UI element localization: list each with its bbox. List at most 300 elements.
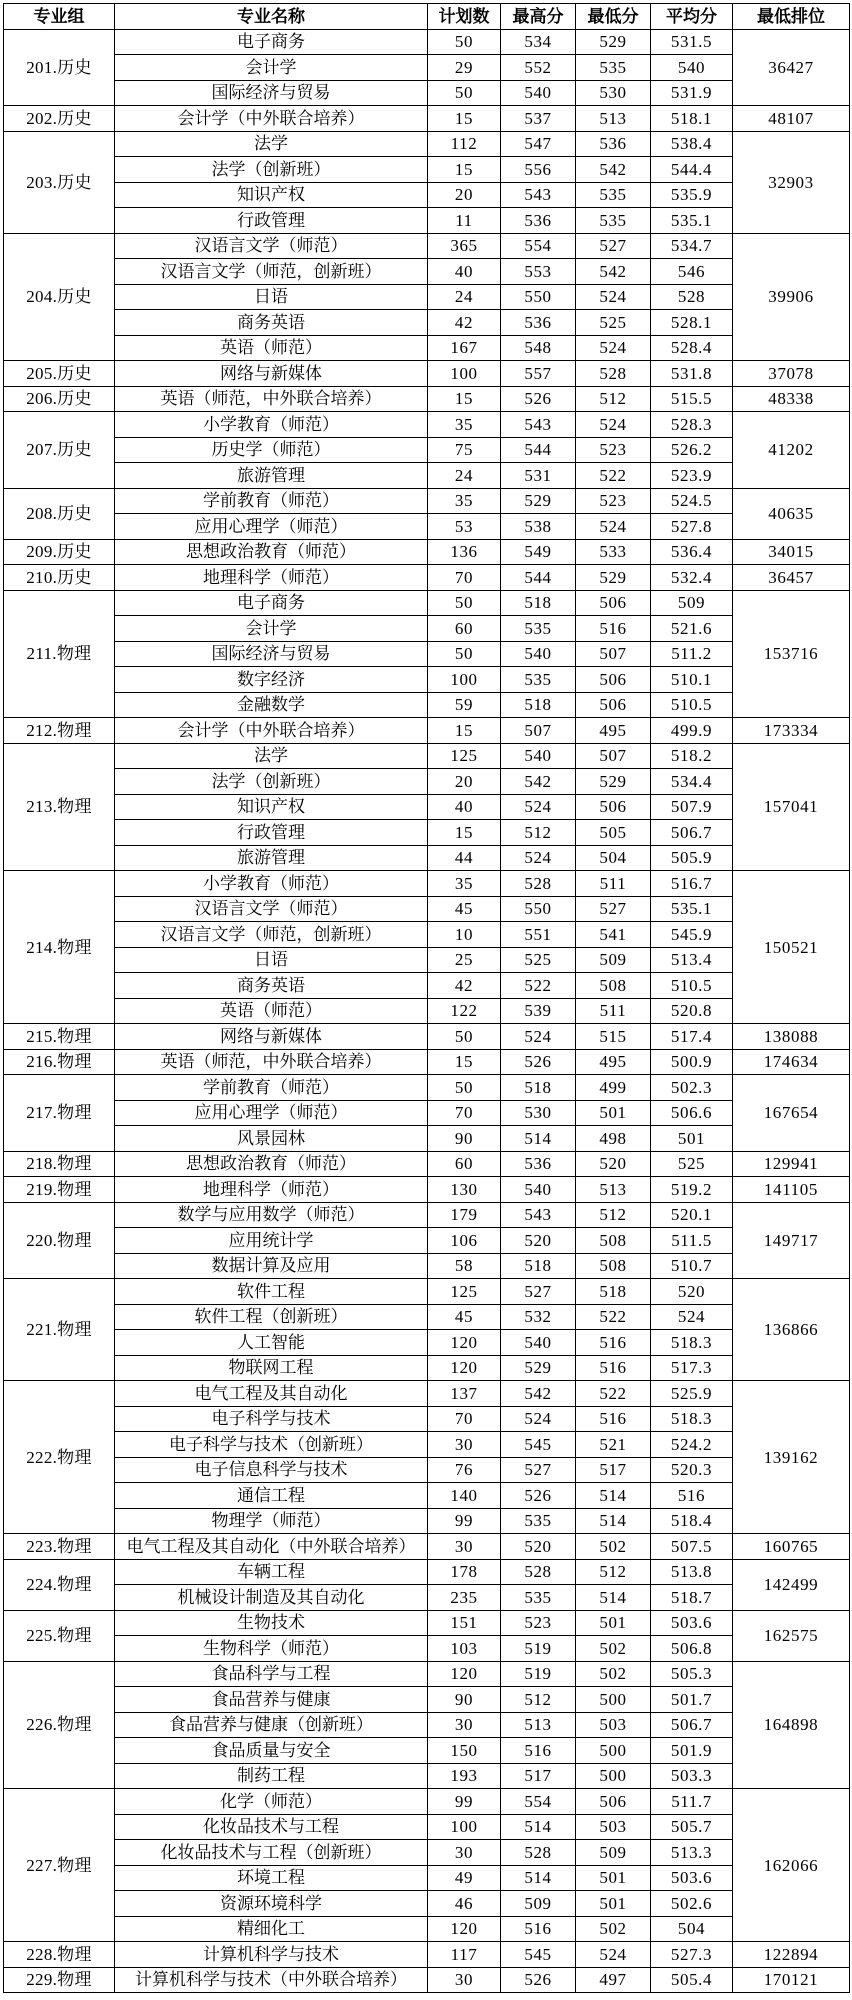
- major-name-cell: 会计学（中外联合培养）: [115, 718, 428, 744]
- avg-score-cell: 532.4: [651, 565, 733, 591]
- table-row: [4, 1840, 850, 1866]
- major-group-cell: 206.历史: [4, 386, 115, 412]
- max-score-cell: 551: [501, 922, 576, 948]
- plan-count-cell: 35: [428, 412, 501, 438]
- min-score-cell: 533: [576, 539, 651, 565]
- min-score-cell: 509: [576, 947, 651, 973]
- table-row: [4, 1202, 850, 1228]
- avg-score-cell: 518.3: [651, 1406, 733, 1432]
- min-score-cell: 541: [576, 922, 651, 948]
- avg-score-cell: 509: [651, 590, 733, 616]
- min-score-cell: 542: [576, 259, 651, 285]
- min-rank-cell: 41202: [733, 412, 850, 489]
- max-score-cell: 545: [501, 1942, 576, 1968]
- table-header: [4, 4, 850, 30]
- table-row: [4, 590, 850, 616]
- max-score-cell: 518: [501, 1075, 576, 1101]
- min-score-cell: 499: [576, 1075, 651, 1101]
- table-row: [4, 539, 850, 565]
- min-rank-cell: 153716: [733, 590, 850, 718]
- max-score-cell: 517: [501, 1763, 576, 1789]
- major-name-cell: 旅游管理: [115, 463, 428, 489]
- major-name-cell: 数学与应用数学（师范）: [115, 1202, 428, 1228]
- min-rank-cell: 174634: [733, 1049, 850, 1075]
- min-score-cell: 501: [576, 1610, 651, 1636]
- min-rank-cell: 164898: [733, 1661, 850, 1789]
- avg-score-cell: 531.8: [651, 361, 733, 387]
- plan-count-cell: 58: [428, 1253, 501, 1279]
- max-score-cell: 524: [501, 845, 576, 871]
- avg-score-cell: 505.9: [651, 845, 733, 871]
- avg-score-cell: 511.7: [651, 1789, 733, 1815]
- avg-score-cell: 528.3: [651, 412, 733, 438]
- table-row: [4, 106, 850, 132]
- avg-score-cell: 520.3: [651, 1457, 733, 1483]
- plan-count-cell: 235: [428, 1585, 501, 1611]
- max-score-cell: 543: [501, 182, 576, 208]
- avg-score-cell: 531.5: [651, 29, 733, 55]
- min-rank-cell: 149717: [733, 1202, 850, 1279]
- min-score-cell: 527: [576, 233, 651, 259]
- table-row: [4, 1432, 850, 1458]
- table-row: [4, 1610, 850, 1636]
- avg-score-cell: 505.3: [651, 1661, 733, 1687]
- min-score-cell: 516: [576, 1355, 651, 1381]
- min-score-cell: 503: [576, 1814, 651, 1840]
- max-score-cell: 553: [501, 259, 576, 285]
- table-row: [4, 437, 850, 463]
- table-row: [4, 1763, 850, 1789]
- table-row: [4, 514, 850, 540]
- major-group-cell: 202.历史: [4, 106, 115, 132]
- avg-score-cell: 531.9: [651, 80, 733, 106]
- min-score-cell: 514: [576, 1483, 651, 1509]
- table-row: [4, 1330, 850, 1356]
- min-score-cell: 503: [576, 1712, 651, 1738]
- major-group-cell: 213.物理: [4, 743, 115, 871]
- max-score-cell: 537: [501, 106, 576, 132]
- min-rank-cell: 36457: [733, 565, 850, 591]
- major-group-cell: 214.物理: [4, 871, 115, 1024]
- major-group-cell: 229.物理: [4, 1967, 115, 1993]
- avg-score-cell: 510.7: [651, 1253, 733, 1279]
- major-name-cell: 生物科学（师范）: [115, 1636, 428, 1662]
- table-row: [4, 259, 850, 285]
- min-score-cell: 516: [576, 616, 651, 642]
- major-group-cell: 223.物理: [4, 1534, 115, 1560]
- major-name-cell: 网络与新媒体: [115, 1024, 428, 1050]
- max-score-cell: 556: [501, 157, 576, 183]
- major-name-cell: 应用心理学（师范）: [115, 1100, 428, 1126]
- min-rank-cell: 157041: [733, 743, 850, 871]
- avg-score-cell: 510.5: [651, 692, 733, 718]
- avg-score-cell: 505.7: [651, 1814, 733, 1840]
- min-score-cell: 501: [576, 1865, 651, 1891]
- min-score-cell: 517: [576, 1457, 651, 1483]
- major-name-cell: 知识产权: [115, 794, 428, 820]
- table-row: [4, 769, 850, 795]
- avg-score-cell: 515.5: [651, 386, 733, 412]
- min-rank-cell: 40635: [733, 488, 850, 539]
- min-score-cell: 497: [576, 1967, 651, 1993]
- major-group-cell: 221.物理: [4, 1279, 115, 1381]
- min-rank-cell: 162066: [733, 1789, 850, 1942]
- max-score-cell: 539: [501, 998, 576, 1024]
- min-score-cell: 502: [576, 1636, 651, 1662]
- avg-score-cell: 499.9: [651, 718, 733, 744]
- plan-count-cell: 15: [428, 1049, 501, 1075]
- major-name-cell: 英语（师范，中外联合培养）: [115, 386, 428, 412]
- max-score-cell: 543: [501, 1202, 576, 1228]
- max-score-cell: 536: [501, 1151, 576, 1177]
- max-score-cell: 557: [501, 361, 576, 387]
- min-score-cell: 508: [576, 1228, 651, 1254]
- min-score-cell: 506: [576, 590, 651, 616]
- avg-score-cell: 517.3: [651, 1355, 733, 1381]
- table-row: [4, 641, 850, 667]
- table-row: [4, 1789, 850, 1815]
- major-name-cell: 会计学: [115, 616, 428, 642]
- major-group-cell: 226.物理: [4, 1661, 115, 1789]
- major-name-cell: 国际经济与贸易: [115, 80, 428, 106]
- plan-count-cell: 100: [428, 1814, 501, 1840]
- major-name-cell: 日语: [115, 947, 428, 973]
- max-score-cell: 512: [501, 820, 576, 846]
- major-name-cell: 法学（创新班）: [115, 157, 428, 183]
- min-score-cell: 502: [576, 1534, 651, 1560]
- plan-count-cell: 99: [428, 1508, 501, 1534]
- min-score-cell: 507: [576, 641, 651, 667]
- plan-count-cell: 44: [428, 845, 501, 871]
- min-score-cell: 524: [576, 1942, 651, 1968]
- major-name-cell: 电子信息科学与技术: [115, 1457, 428, 1483]
- plan-count-cell: 15: [428, 718, 501, 744]
- min-rank-cell: 136866: [733, 1279, 850, 1381]
- plan-count-cell: 30: [428, 1432, 501, 1458]
- avg-score-cell: 517.4: [651, 1024, 733, 1050]
- table-row: [4, 310, 850, 336]
- max-score-cell: 536: [501, 310, 576, 336]
- table-row: [4, 1967, 850, 1993]
- max-score-cell: 535: [501, 1508, 576, 1534]
- max-score-cell: 534: [501, 29, 576, 55]
- min-score-cell: 520: [576, 1151, 651, 1177]
- min-score-cell: 506: [576, 794, 651, 820]
- major-name-cell: 商务英语: [115, 310, 428, 336]
- major-name-cell: 机械设计制造及其自动化: [115, 1585, 428, 1611]
- plan-count-cell: 29: [428, 55, 501, 81]
- max-score-cell: 552: [501, 55, 576, 81]
- max-score-cell: 516: [501, 1916, 576, 1942]
- table-row: [4, 794, 850, 820]
- table-body: [4, 29, 850, 1993]
- min-score-cell: 502: [576, 1661, 651, 1687]
- major-name-cell: 风景园林: [115, 1126, 428, 1152]
- max-score-cell: 554: [501, 1789, 576, 1815]
- major-name-cell: 会计学: [115, 55, 428, 81]
- max-score-cell: 516: [501, 1738, 576, 1764]
- table-row: [4, 1865, 850, 1891]
- table-row: [4, 1049, 850, 1075]
- avg-score-cell: 506.6: [651, 1100, 733, 1126]
- table-row: [4, 1738, 850, 1764]
- table-row: [4, 284, 850, 310]
- min-score-cell: 527: [576, 896, 651, 922]
- min-score-cell: 535: [576, 208, 651, 234]
- major-name-cell: 知识产权: [115, 182, 428, 208]
- table-row: [4, 718, 850, 744]
- major-group-cell: 218.物理: [4, 1151, 115, 1177]
- major-name-cell: 小学教育（师范）: [115, 412, 428, 438]
- table-row: [4, 1687, 850, 1713]
- major-name-cell: 数字经济: [115, 667, 428, 693]
- major-name-cell: 法学: [115, 131, 428, 157]
- table-row: [4, 1942, 850, 1968]
- plan-count-cell: 50: [428, 590, 501, 616]
- avg-score-cell: 528.1: [651, 310, 733, 336]
- table-row: [4, 1483, 850, 1509]
- avg-score-cell: 540: [651, 55, 733, 81]
- plan-count-cell: 60: [428, 616, 501, 642]
- table-row: [4, 1075, 850, 1101]
- plan-count-cell: 136: [428, 539, 501, 565]
- max-score-cell: 525: [501, 947, 576, 973]
- avg-score-cell: 545.9: [651, 922, 733, 948]
- plan-count-cell: 140: [428, 1483, 501, 1509]
- min-score-cell: 525: [576, 310, 651, 336]
- plan-count-cell: 50: [428, 80, 501, 106]
- table-row: [4, 80, 850, 106]
- min-score-cell: 500: [576, 1763, 651, 1789]
- max-score-cell: 528: [501, 1840, 576, 1866]
- plan-count-cell: 30: [428, 1712, 501, 1738]
- plan-count-cell: 100: [428, 667, 501, 693]
- major-name-cell: 软件工程: [115, 1279, 428, 1305]
- plan-count-cell: 70: [428, 565, 501, 591]
- major-name-cell: 电子科学与技术（创新班）: [115, 1432, 428, 1458]
- avg-score-cell: 502.3: [651, 1075, 733, 1101]
- major-name-cell: 人工智能: [115, 1330, 428, 1356]
- plan-count-cell: 365: [428, 233, 501, 259]
- max-score-cell: 522: [501, 973, 576, 999]
- min-score-cell: 535: [576, 182, 651, 208]
- header-group: 专业组: [4, 4, 115, 30]
- max-score-cell: 509: [501, 1891, 576, 1917]
- major-name-cell: 食品科学与工程: [115, 1661, 428, 1687]
- min-score-cell: 524: [576, 412, 651, 438]
- plan-count-cell: 103: [428, 1636, 501, 1662]
- table-row: [4, 1534, 850, 1560]
- header-max-score: 最高分: [501, 4, 576, 30]
- avg-score-cell: 513.4: [651, 947, 733, 973]
- min-score-cell: 505: [576, 820, 651, 846]
- min-score-cell: 507: [576, 743, 651, 769]
- avg-score-cell: 501: [651, 1126, 733, 1152]
- plan-count-cell: 193: [428, 1763, 501, 1789]
- min-score-cell: 516: [576, 1330, 651, 1356]
- min-rank-cell: 39906: [733, 233, 850, 361]
- major-group-cell: 207.历史: [4, 412, 115, 489]
- major-group-cell: 203.历史: [4, 131, 115, 233]
- min-score-cell: 529: [576, 565, 651, 591]
- header-row: [4, 4, 850, 30]
- avg-score-cell: 501.7: [651, 1687, 733, 1713]
- min-score-cell: 524: [576, 335, 651, 361]
- max-score-cell: 524: [501, 1406, 576, 1432]
- major-name-cell: 行政管理: [115, 820, 428, 846]
- min-rank-cell: 142499: [733, 1559, 850, 1610]
- table-row: [4, 616, 850, 642]
- min-rank-cell: 129941: [733, 1151, 850, 1177]
- table-row: [4, 1712, 850, 1738]
- avg-score-cell: 520.8: [651, 998, 733, 1024]
- min-score-cell: 523: [576, 437, 651, 463]
- min-rank-cell: 37078: [733, 361, 850, 387]
- major-name-cell: 化妆品技术与工程（创新班）: [115, 1840, 428, 1866]
- table-row: [4, 1508, 850, 1534]
- major-name-cell: 学前教育（师范）: [115, 488, 428, 514]
- major-name-cell: 法学: [115, 743, 428, 769]
- avg-score-cell: 516.7: [651, 871, 733, 897]
- major-name-cell: 行政管理: [115, 208, 428, 234]
- max-score-cell: 540: [501, 641, 576, 667]
- plan-count-cell: 120: [428, 1916, 501, 1942]
- min-score-cell: 511: [576, 871, 651, 897]
- max-score-cell: 538: [501, 514, 576, 540]
- avg-score-cell: 520.1: [651, 1202, 733, 1228]
- min-score-cell: 516: [576, 1406, 651, 1432]
- plan-count-cell: 117: [428, 1942, 501, 1968]
- major-group-cell: 212.物理: [4, 718, 115, 744]
- major-name-cell: 通信工程: [115, 1483, 428, 1509]
- min-score-cell: 536: [576, 131, 651, 157]
- major-name-cell: 小学教育（师范）: [115, 871, 428, 897]
- avg-score-cell: 535.1: [651, 208, 733, 234]
- avg-score-cell: 528: [651, 284, 733, 310]
- plan-count-cell: 45: [428, 896, 501, 922]
- max-score-cell: 530: [501, 1100, 576, 1126]
- avg-score-cell: 525: [651, 1151, 733, 1177]
- avg-score-cell: 518.3: [651, 1330, 733, 1356]
- table-row: [4, 1126, 850, 1152]
- plan-count-cell: 106: [428, 1228, 501, 1254]
- avg-score-cell: 503.6: [651, 1610, 733, 1636]
- max-score-cell: 523: [501, 1610, 576, 1636]
- max-score-cell: 527: [501, 1457, 576, 1483]
- table-row: [4, 871, 850, 897]
- max-score-cell: 547: [501, 131, 576, 157]
- plan-count-cell: 45: [428, 1304, 501, 1330]
- avg-score-cell: 507.5: [651, 1534, 733, 1560]
- plan-count-cell: 40: [428, 794, 501, 820]
- avg-score-cell: 538.4: [651, 131, 733, 157]
- table-row: [4, 845, 850, 871]
- header-min-score: 最低分: [576, 4, 651, 30]
- major-group-cell: 219.物理: [4, 1177, 115, 1203]
- table-row: [4, 29, 850, 55]
- table-row: [4, 463, 850, 489]
- avg-score-cell: 518.2: [651, 743, 733, 769]
- min-score-cell: 529: [576, 769, 651, 795]
- max-score-cell: 519: [501, 1636, 576, 1662]
- major-name-cell: 化学（师范）: [115, 1789, 428, 1815]
- plan-count-cell: 60: [428, 1151, 501, 1177]
- avg-score-cell: 535.9: [651, 182, 733, 208]
- plan-count-cell: 125: [428, 1279, 501, 1305]
- min-score-cell: 501: [576, 1100, 651, 1126]
- major-name-cell: 计算机科学与技术（中外联合培养）: [115, 1967, 428, 1993]
- avg-score-cell: 535.1: [651, 896, 733, 922]
- max-score-cell: 540: [501, 80, 576, 106]
- max-score-cell: 526: [501, 1483, 576, 1509]
- plan-count-cell: 50: [428, 29, 501, 55]
- plan-count-cell: 24: [428, 284, 501, 310]
- plan-count-cell: 42: [428, 310, 501, 336]
- min-rank-cell: 170121: [733, 1967, 850, 1993]
- min-score-cell: 542: [576, 157, 651, 183]
- plan-count-cell: 120: [428, 1355, 501, 1381]
- min-score-cell: 515: [576, 1024, 651, 1050]
- min-score-cell: 498: [576, 1126, 651, 1152]
- avg-score-cell: 518.4: [651, 1508, 733, 1534]
- max-score-cell: 544: [501, 565, 576, 591]
- avg-score-cell: 534.4: [651, 769, 733, 795]
- major-name-cell: 汉语言文学（师范，创新班）: [115, 259, 428, 285]
- max-score-cell: 527: [501, 1279, 576, 1305]
- major-group-cell: 209.历史: [4, 539, 115, 565]
- table-row: [4, 1559, 850, 1585]
- plan-count-cell: 50: [428, 1075, 501, 1101]
- avg-score-cell: 506.7: [651, 820, 733, 846]
- major-name-cell: 电气工程及其自动化（中外联合培养）: [115, 1534, 428, 1560]
- max-score-cell: 514: [501, 1865, 576, 1891]
- table-row: [4, 820, 850, 846]
- max-score-cell: 507: [501, 718, 576, 744]
- avg-score-cell: 524.2: [651, 1432, 733, 1458]
- max-score-cell: 535: [501, 667, 576, 693]
- major-group-cell: 208.历史: [4, 488, 115, 539]
- max-score-cell: 535: [501, 616, 576, 642]
- table-row: [4, 947, 850, 973]
- table-row: [4, 488, 850, 514]
- table-row: [4, 998, 850, 1024]
- min-score-cell: 521: [576, 1432, 651, 1458]
- table-row: [4, 208, 850, 234]
- max-score-cell: 518: [501, 590, 576, 616]
- table-row: [4, 1228, 850, 1254]
- min-score-cell: 513: [576, 106, 651, 132]
- plan-count-cell: 130: [428, 1177, 501, 1203]
- major-name-cell: 汉语言文学（师范）: [115, 896, 428, 922]
- major-name-cell: 计算机科学与技术: [115, 1942, 428, 1968]
- max-score-cell: 524: [501, 1024, 576, 1050]
- avg-score-cell: 502.6: [651, 1891, 733, 1917]
- table-row: [4, 1916, 850, 1942]
- plan-count-cell: 11: [428, 208, 501, 234]
- avg-score-cell: 519.2: [651, 1177, 733, 1203]
- avg-score-cell: 504: [651, 1916, 733, 1942]
- min-score-cell: 522: [576, 463, 651, 489]
- table-row: [4, 1024, 850, 1050]
- avg-score-cell: 518.1: [651, 106, 733, 132]
- plan-count-cell: 42: [428, 973, 501, 999]
- avg-score-cell: 527.8: [651, 514, 733, 540]
- plan-count-cell: 30: [428, 1967, 501, 1993]
- major-name-cell: 车辆工程: [115, 1559, 428, 1585]
- major-name-cell: 物联网工程: [115, 1355, 428, 1381]
- major-name-cell: 环境工程: [115, 1865, 428, 1891]
- max-score-cell: 543: [501, 412, 576, 438]
